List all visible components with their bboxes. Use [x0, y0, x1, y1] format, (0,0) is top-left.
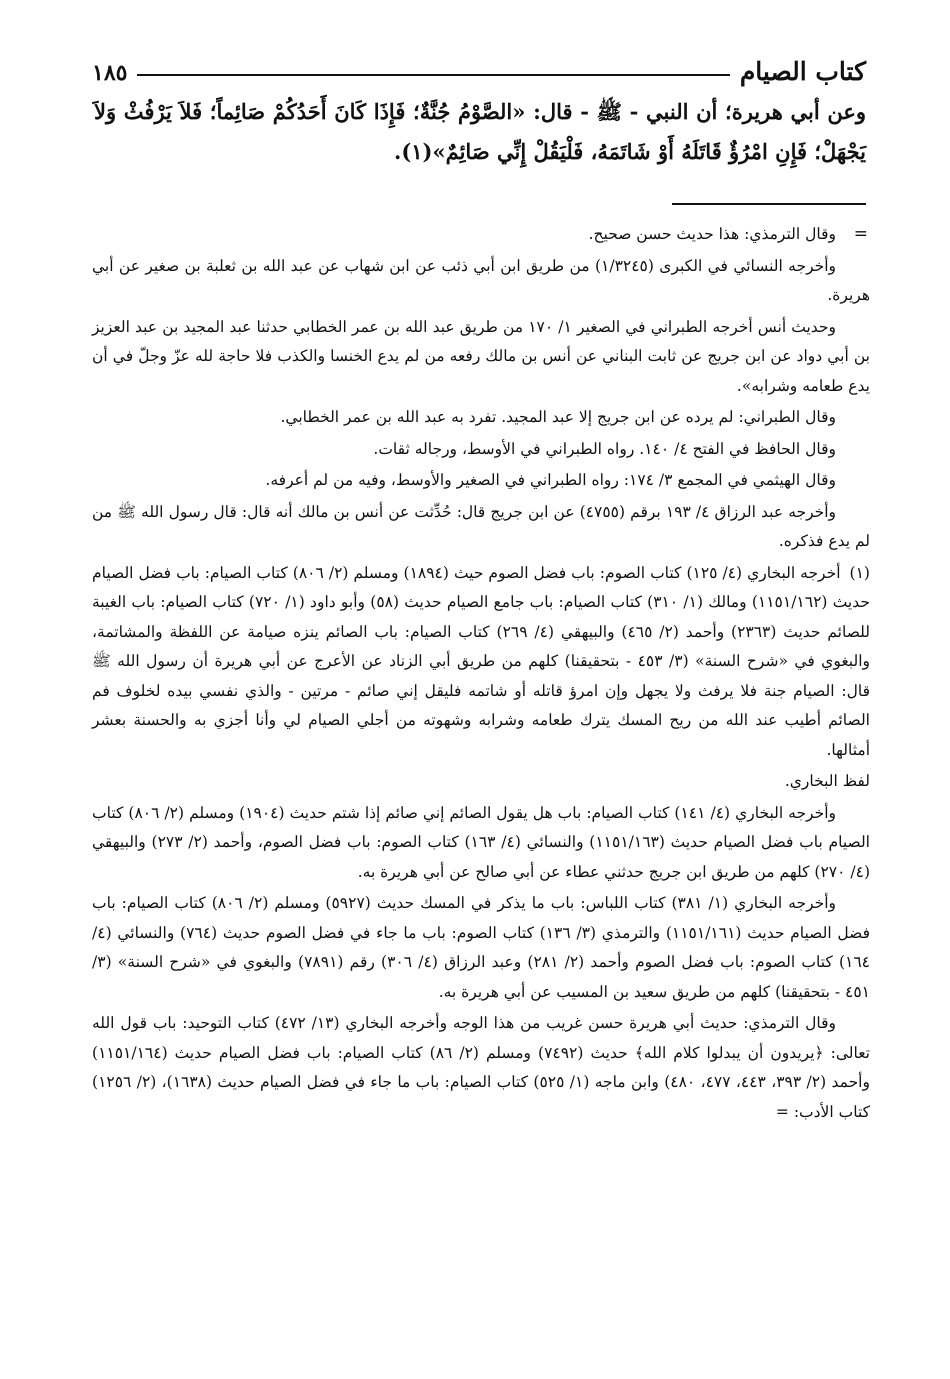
running-title: كتاب الصيام: [739, 57, 866, 86]
footnote-continued-paragraph: وأخرجه عبد الرزاق ٤/ ١٩٣ برقم (٤٧٥٥) عن ابن جريج قال: حُدِّثت عن أنس بن مالك أنه قال: قال رسول الله ﷺ من لم يدع فذكره.: [92, 502, 870, 550]
footnote-number: (١): [849, 563, 870, 582]
footnote-1-paragraph: [92, 559, 870, 766]
footnotes: [92, 220, 870, 1129]
page-number: ١٨٥: [92, 60, 128, 86]
footnote-separator: [672, 203, 866, 205]
footnote-paragraph: وأخرجه البخاري (٤/ ١٤١) كتاب الصيام: باب هل يقول الصائم إني صائم إذا شتم حديث (١٩٠٤) ومسلم (٢/ ٨٠٦) كتاب الصيام باب فضل الصيام حديث (١١٥١/١٦٣) والنسائي (٤/ ١٦٣) كتاب الصوم: باب فضل الصوم، وأحمد (٢/ ٢٧٣) والبيهقي (٤/ ٢٧٠) كلهم من طريق ابن جريج حدثني عطاء عن أبي صالح عن أبي هريرة به.: [92, 803, 870, 881]
footnote-continued-paragraph: وقال الطبراني: لم يرده عن ابن جريج إلا عبد المجيد. تفرد به عبد الله بن عمر الخطابي.: [280, 408, 836, 426]
footnote-continued-paragraph: وحديث أنس أخرجه الطبراني في الصغير ١/ ١٧٠ من طريق عبد الله بن عمر الخطابي حدثنا عبد المجيد بن عبد العزيز بن أبي دواد عن ابن جريج عن ثابت البناني عن أنس بن مالك رفعه من لم يدع الخنسا والكذب فلا حاجة لله عزّ وجلّ في أن يدع طعامه وشرابه».: [92, 317, 870, 395]
continuation-mark: =: [853, 224, 868, 244]
page-header: [92, 48, 866, 86]
footnote-paragraph: وقال الترمذي: حديث أبي هريرة حسن غريب من هذا الوجه وأخرجه البخاري (١٣/ ٤٧٢) كتاب التوحيد: باب قول الله تعالى: ﴿يريدون أن يبدلوا كلام الله﴾ حديث (٧٤٩٢) ومسلم (٢/ ٨٦) كتاب الصيام: باب فضل الصيام حديث (١١٥١/١٦٤) وأحمد (٢/ ٣٩٣، ٤٤٣، ٤٧٧، ٤٨٠) وابن ماجه (١/ ٥٢٥) كتاب الصيام: باب ما جاء في فضل الصيام حديث (١٦٣٨)، (٢/ ١٢٥٦) كتاب الأدب: =: [92, 1014, 870, 1121]
footnote-continued-paragraph: وقال الحافظ في الفتح ٤/ ١٤٠. رواه الطبراني في الأوسط، ورجاله ثقات.: [373, 439, 836, 458]
footnote-paragraph: وأخرجه البخاري (١/ ٣٨١) كتاب اللباس: باب ما يذكر في المسك حديث (٥٩٢٧) ومسلم (٢/ ٨٠٦) كتاب الصيام: باب فضل الصيام حديث (١١٥١/١٦١) والترمذي (٣/ ١٣٦) كتاب الصوم: باب ما جاء في فضل الصوم حديث (٧٦٤) والنسائي (٤/ ١٦٤) كتاب الصوم: باب فضل الصوم وأحمد (٢/ ٢٨١) وعبد الرزاق (٤/ ٣٠٦) رقم (٧٨٩١) والبغوي في «شرح السنة» (٣/ ٤٥١ - بتحقيقنا) كلهم من طريق سعيد بن المسيب عن أبي هريرة به.: [92, 894, 870, 1001]
footnote-continued-paragraph: وقال الهيثمي في المجمع ٣/ ١٧٤: رواه الطبراني في الصغير والأوسط، وفيه من لم أعرفه.: [265, 471, 836, 489]
footnote-continued-paragraph: [92, 220, 870, 250]
footnote-text: وقال الترمذي: هذا حديث حسن صحيح.: [588, 225, 836, 243]
footnote-text: أخرجه البخاري (٤/ ١٢٥) كتاب الصوم: باب فضل الصوم حيث (١٨٩٤) ومسلم (٢/ ٨٠٦) كتاب الصيام: باب فضل الصيام حديث (١١٥١/١٦٢) ومالك (١/ ٣١٠) كتاب الصيام: باب جامع الصيام حديث (٥٨) وأبو داود (١/ ٧٢٠) كتاب الصيام: باب الغيبة للصائم حديث (٢٣٦٣) وأحمد (٢/ ٤٦٥) والبيهقي (٤/ ٢٦٩) كتاب الصيام: باب الصائم ينزه صيامة عن اللفظة والمشاتمة، والبغوي في «شرح السنة» (٣/ ٤٥٣ - بتحقيقنا) كلهم من طريق أبي الزناد عن الأعرج عن أبي هريرة أن رسول الله ﷺ قال: الصيام جنة فلا يرفث ولا يجهل وإن امرؤ قاتله أو شاتمه فليقل إني صائم - مرتين - والذي نفسي بيده لخلوف فم الصائم أطيب عند الله من ريح المسك يترك طعامه وشرابه وشهوته من أجلي الصيام لي وأنا أجزي به والحسنة بعشر أمثالها.: [92, 563, 870, 759]
main-hadith-text: وعن أبي هريرة؛ أن النبي - ﷺ - قال: «الصَّوْمُ جُنَّةٌ؛ فَإِذَا كَانَ أَحَدُكُمْ صَائِماً؛ فَلاَ يَرْفُثْ وَلاَ يَجْهَلْ؛ فَإِنِ امْرُؤٌ قَاتَلَهُ أَوْ شَاتَمَهُ، فَلْيَقُلْ إِنِّي صَائِمٌ»(١).: [94, 99, 866, 164]
header-rule: [137, 74, 729, 76]
footnote-paragraph: لفظ البخاري.: [784, 772, 870, 790]
footnote-continued-paragraph: وأخرجه النسائي في الكبرى (١/٣٢٤٥) من طريق ابن أبي ذئب عن ابن شهاب عن عبد الله بن ثعلبة بن صغير عن أبي هريرة.: [92, 256, 870, 304]
